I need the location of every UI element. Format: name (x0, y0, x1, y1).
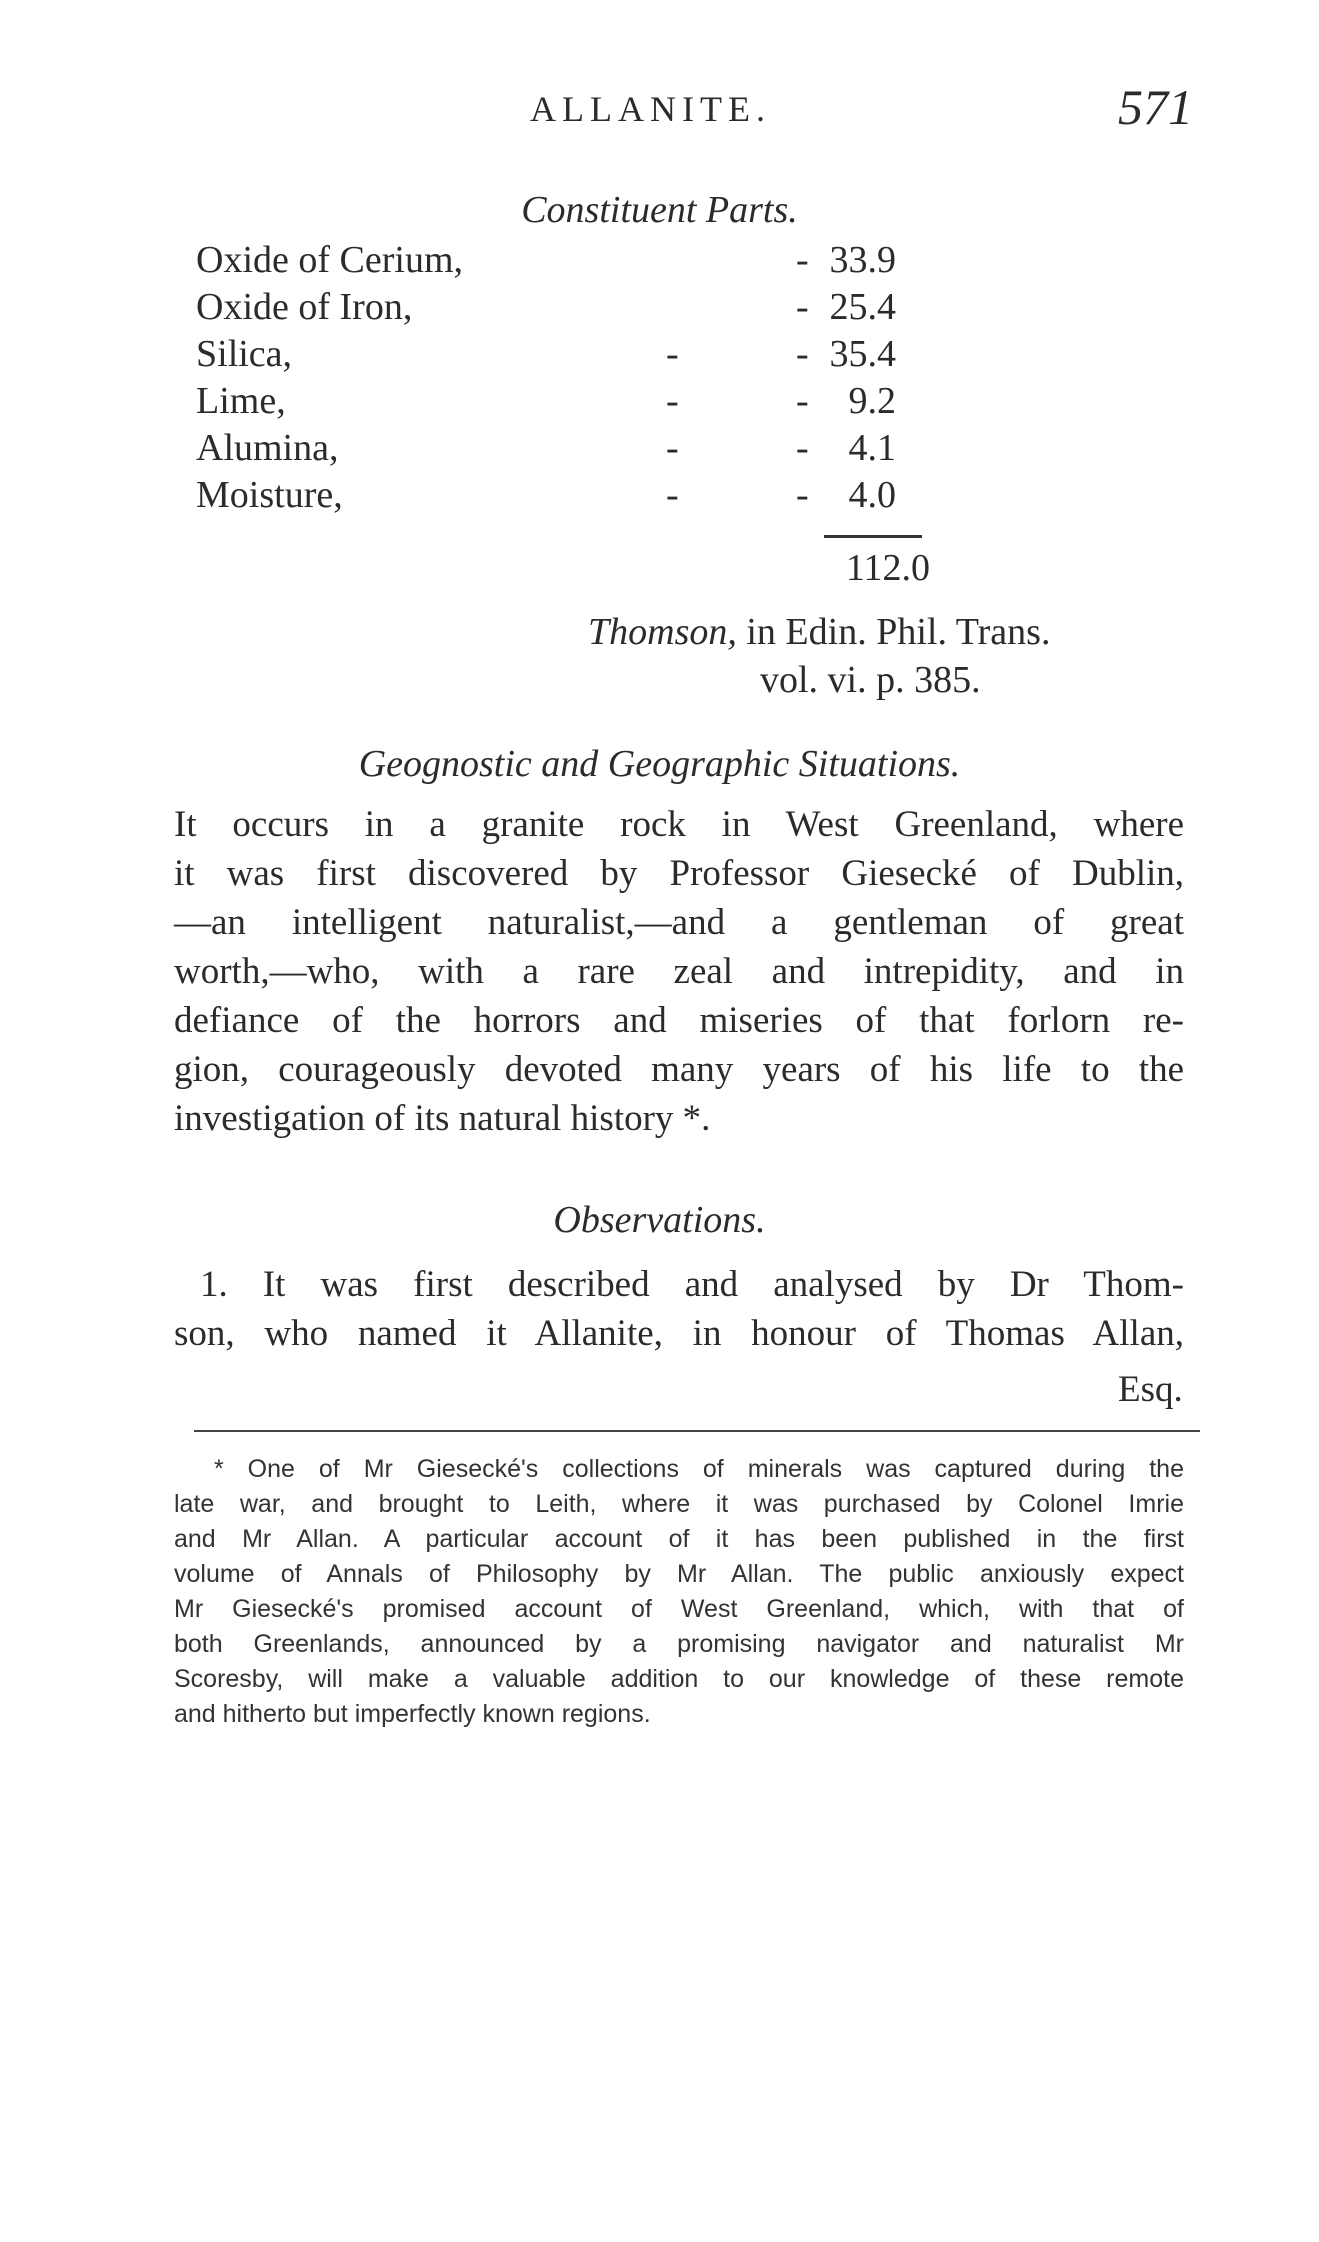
constituent-name: Lime, (196, 380, 286, 422)
constituent-name: Oxide of Iron, (196, 286, 413, 328)
footnote-line: volume of Annals of Philosophy by Mr Allan. The public anxiously expect (174, 1560, 1184, 1588)
text-line: investigation of its natural history *. (174, 1098, 711, 1139)
footnote-line: and Mr Allan. A particular account of it has been published in the first (174, 1525, 1184, 1553)
esq-text: Esq. (1118, 1369, 1183, 1410)
table-row (196, 473, 896, 520)
footnote-line: late war, and brought to Leith, where it was purchased by Colonel Imrie (174, 1490, 1184, 1518)
text-line: it was first discovered by Professor Giesecké of Dublin, (174, 853, 1184, 894)
footnote-rule (194, 1430, 1200, 1432)
citation-author: Thomson, (588, 611, 737, 653)
table-row (196, 426, 896, 473)
constituent-value: 35.4 (829, 333, 896, 375)
text-line: 1. It was first described and analysed by Dr Thom- (200, 1264, 1184, 1305)
leader-dash: - (666, 474, 679, 516)
observations-paragraph (174, 1260, 1184, 1358)
footnote-line: * One of Mr Giesecké's collections of minerals was captured during the (214, 1455, 1184, 1483)
text-line: gion, courageously devoted many years of his life to the (174, 1049, 1184, 1090)
table-row (196, 285, 896, 332)
text-line: worth,—who, with a rare zeal and intrepidity, and in (174, 951, 1184, 992)
leader-dash: - (796, 286, 809, 328)
leader-dash: - (796, 380, 809, 422)
constituent-value: 9.2 (848, 380, 896, 422)
footnote-line: and hitherto but imperfectly known regions. (174, 1700, 651, 1728)
constituent-name: Oxide of Cerium, (196, 239, 464, 281)
constituent-value: 33.9 (829, 239, 896, 281)
text-line: defiance of the horrors and miseries of that forlorn re- (174, 1000, 1184, 1041)
source-citation (588, 610, 1050, 654)
table-row (196, 332, 896, 379)
leader-dash: - (796, 239, 809, 281)
citation-journal: in Edin. Phil. Trans. (736, 611, 1051, 653)
leader-dash: - (796, 333, 809, 375)
footnote-line: Scoresby, will make a valuable addition to our knowledge of these remote (174, 1665, 1184, 1693)
running-head (0, 78, 1319, 138)
text-line: —an intelligent naturalist,—and a gentleman of great (174, 902, 1184, 943)
footnote-line: both Greenlands, announced by a promising navigator and naturalist Mr (174, 1630, 1184, 1658)
leader-dash: - (796, 427, 809, 469)
leader-dash: - (666, 427, 679, 469)
citation-volume: vol. vi. p. 385. (760, 659, 981, 701)
sum-rule (824, 535, 922, 538)
leader-dash: - (666, 333, 679, 375)
geognostic-heading: Geognostic and Geographic Situations. (358, 743, 961, 785)
geognostic-paragraph (174, 800, 1184, 1143)
constituent-value: 25.4 (829, 286, 896, 328)
leader-dash: - (796, 474, 809, 516)
constituent-value: 4.0 (848, 474, 896, 516)
page-number: 571 (1118, 79, 1193, 135)
text-line: It occurs in a granite rock in West Greenland, where (174, 804, 1184, 845)
constituent-name: Silica, (196, 333, 293, 375)
table-row (196, 379, 896, 426)
leader-dash: - (666, 380, 679, 422)
running-title: ALLANITE. (530, 89, 771, 129)
constituent-name: Alumina, (196, 427, 339, 469)
constituent-value: 4.1 (848, 427, 896, 469)
text-line: son, who named it Allanite, in honour of Thomas Allan, (174, 1313, 1184, 1354)
footnote-line: Mr Giesecké's promised account of West Greenland, which, with that of (174, 1595, 1184, 1623)
constituent-parts-heading: Constituent Parts. (521, 189, 798, 231)
total-value: 112.0 (845, 547, 930, 589)
footnote (174, 1452, 1184, 1732)
constituent-name: Moisture, (196, 474, 343, 516)
table-row (196, 238, 896, 285)
constituent-table (196, 238, 896, 520)
observations-heading: Observations. (553, 1199, 766, 1241)
